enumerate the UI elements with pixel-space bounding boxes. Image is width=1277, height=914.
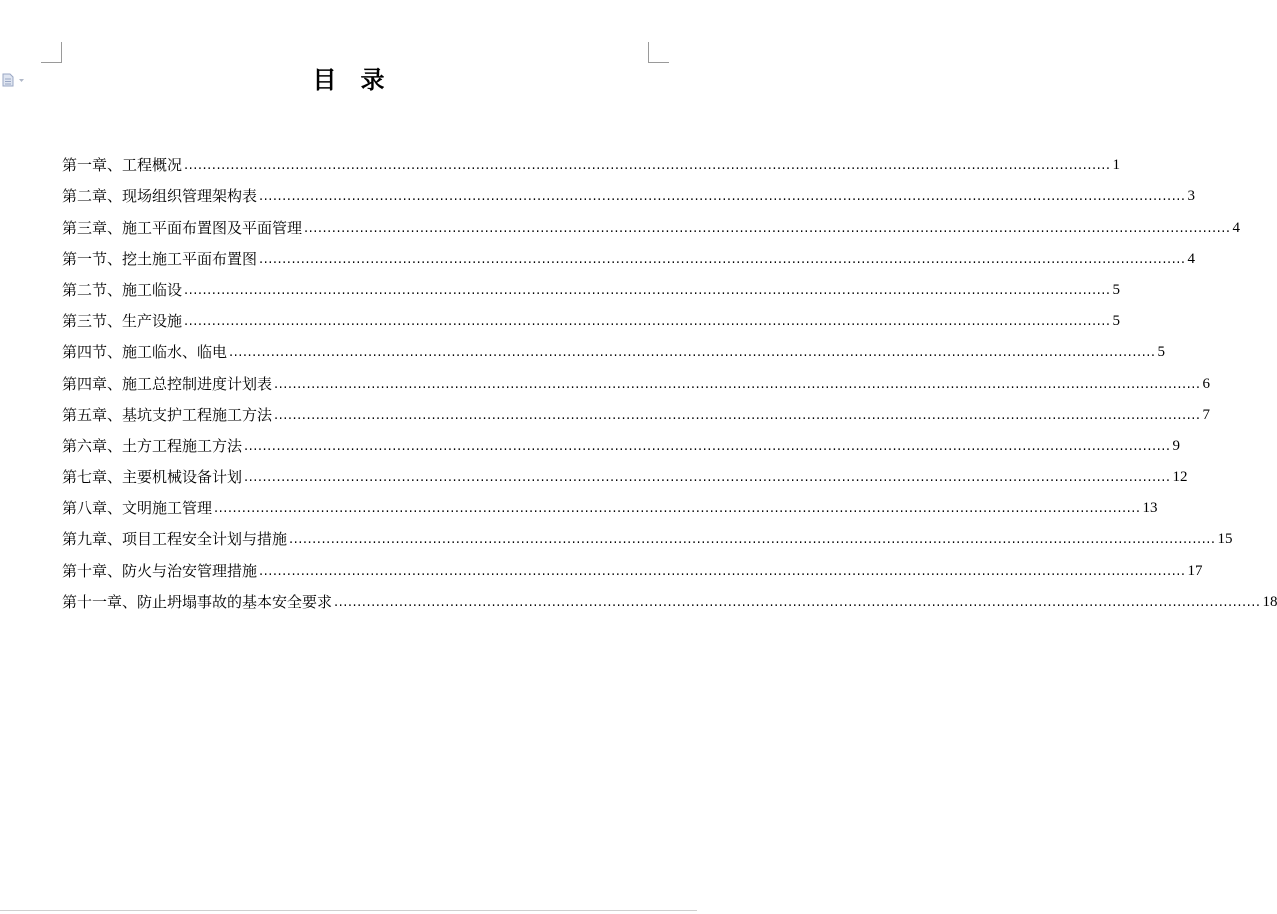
toc-dot-leader: ........................................................................................................................................................................................................ (334, 594, 1261, 610)
toc-dot-leader: ........................................................................................................................................................................................................ (259, 251, 1186, 267)
toc-entry[interactable] (62, 487, 1158, 518)
toc-entry[interactable] (62, 206, 1240, 237)
toc-entry-title: 第四节、施工临水、临电 (62, 343, 228, 362)
toc-entry-page-number: 13 (1142, 500, 1158, 517)
toc-dot-leader: ........................................................................................................................................................................................................ (274, 407, 1201, 423)
table-of-contents (62, 144, 1277, 612)
toc-entry-page-number: 5 (1112, 281, 1120, 298)
toc-entry[interactable] (62, 362, 1210, 393)
page-bottom-divider (0, 910, 697, 911)
toc-entry-title: 第三节、生产设施 (62, 312, 183, 331)
toc-entry[interactable] (62, 518, 1233, 549)
toc-dot-leader: ........................................................................................................................................................................................................ (184, 282, 1111, 298)
toc-entry-title: 第一节、挖土施工平面布置图 (62, 249, 258, 268)
toc-entry-title: 第十一章、防止坍塌事故的基本安全要求 (62, 592, 333, 611)
toc-entry[interactable] (62, 144, 1120, 175)
toc-entry-title: 第三章、施工平面布置图及平面管理 (62, 218, 303, 237)
toc-dot-leader: ........................................................................................................................................................................................................ (289, 532, 1216, 548)
toc-entry[interactable] (62, 300, 1120, 331)
toc-dot-leader: ........................................................................................................................................................................................................ (304, 220, 1231, 236)
toc-entry-page-number: 3 (1187, 188, 1195, 205)
toc-dot-leader: ........................................................................................................................................................................................................ (259, 563, 1186, 579)
toc-dot-leader: ........................................................................................................................................................................................................ (259, 189, 1186, 205)
toc-entry-page-number: 9 (1172, 437, 1180, 454)
toc-entry-page-number: 18 (1262, 593, 1277, 610)
toc-entry[interactable] (62, 581, 1277, 612)
toc-dot-leader: ........................................................................................................................................................................................................ (184, 314, 1111, 330)
toc-entry-page-number: 4 (1187, 250, 1195, 267)
toc-entry-page-number: 5 (1112, 313, 1120, 330)
toc-dot-leader: ........................................................................................................................................................................................................ (184, 158, 1111, 174)
toc-entry[interactable] (62, 175, 1195, 206)
toc-entry-title: 第九章、项目工程安全计划与措施 (62, 530, 288, 549)
toc-entry-page-number: 17 (1187, 562, 1203, 579)
toc-dot-leader: ........................................................................................................................................................................................................ (244, 470, 1171, 486)
toc-entry-title: 第七章、主要机械设备计划 (62, 468, 243, 487)
toc-entry[interactable] (62, 331, 1165, 362)
toc-entry-page-number: 12 (1172, 469, 1188, 486)
toc-entry-title: 第二章、现场组织管理架构表 (62, 187, 258, 206)
toc-entry-title: 第十章、防火与治安管理措施 (62, 561, 258, 580)
toc-entry-page-number: 4 (1232, 219, 1240, 236)
toc-entry-title: 第五章、基坑支护工程施工方法 (62, 405, 273, 424)
toc-entry[interactable] (62, 549, 1203, 580)
toc-entry-title: 第二节、施工临设 (62, 280, 183, 299)
toc-title: 目 录 (312, 65, 385, 94)
toc-entry-page-number: 7 (1202, 406, 1210, 423)
toc-entry[interactable] (62, 269, 1120, 300)
toc-entry-title: 第六章、土方工程施工方法 (62, 436, 243, 455)
toc-entry-title: 第八章、文明施工管理 (62, 499, 213, 518)
toc-entry-page-number: 15 (1217, 531, 1233, 548)
toc-entry[interactable] (62, 425, 1180, 456)
toc-entry[interactable] (62, 456, 1188, 487)
toc-entry-page-number: 5 (1157, 344, 1165, 361)
toc-entry-page-number: 1 (1112, 157, 1120, 174)
toc-entry[interactable] (62, 238, 1195, 269)
toc-dot-leader: ........................................................................................................................................................................................................ (244, 438, 1171, 454)
toc-entry-title: 第一章、工程概况 (62, 156, 183, 175)
toc-dot-leader: ........................................................................................................................................................................................................ (274, 376, 1201, 392)
toc-entry[interactable] (62, 394, 1210, 425)
page-corner-top-left (41, 42, 62, 63)
toc-dot-leader: ........................................................................................................................................................................................................ (214, 501, 1141, 517)
toc-entry-title: 第四章、施工总控制进度计划表 (62, 374, 273, 393)
toc-dot-leader: ........................................................................................................................................................................................................ (229, 345, 1156, 361)
toc-entry-page-number: 6 (1202, 375, 1210, 392)
page-corner-top-right (648, 42, 669, 63)
